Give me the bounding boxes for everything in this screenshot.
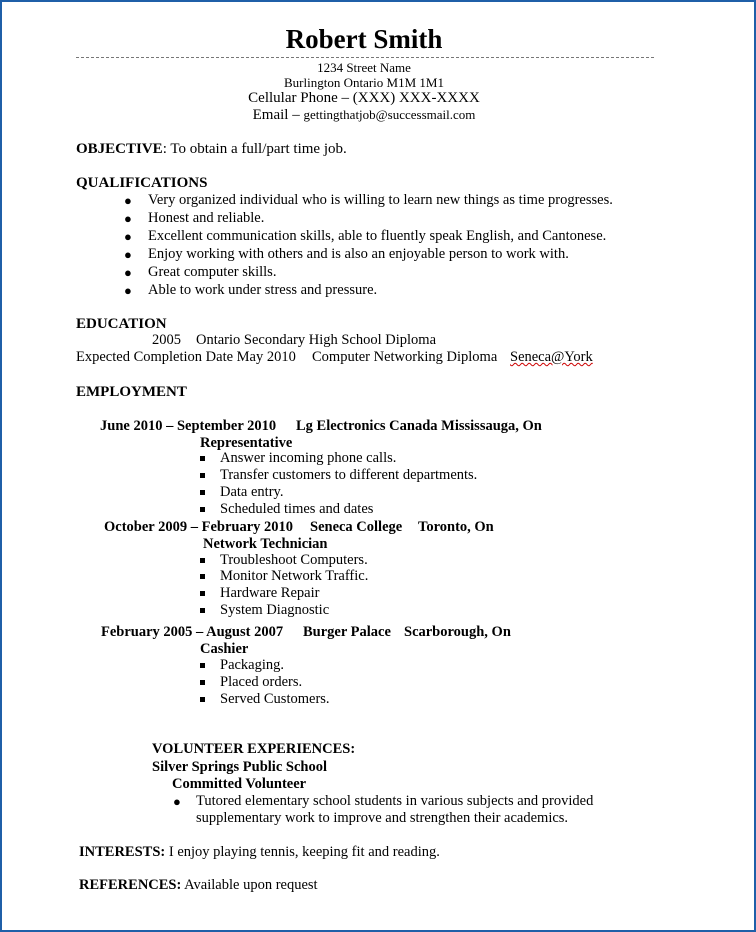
bullet-icon: ●: [124, 283, 132, 298]
list-item: Monitor Network Traffic.: [220, 568, 369, 584]
job-location: Scarborough, On: [404, 624, 511, 640]
square-bullet-icon: [200, 608, 205, 613]
list-item: Packaging.: [220, 657, 285, 673]
volunteer-role: Committed Volunteer: [172, 776, 307, 792]
square-bullet-icon: [200, 591, 205, 596]
qualifications-heading: QUALIFICATIONS: [76, 175, 208, 191]
list-item: Placed orders.: [220, 674, 303, 690]
education-heading: EDUCATION: [76, 316, 167, 332]
job-company: Lg Electronics Canada Mississauga, On: [296, 418, 542, 434]
resume-name: Robert Smith: [285, 24, 443, 54]
interests-text: I enjoy playing tennis, keeping fit and reading.: [165, 844, 440, 860]
list-item: Served Customers.: [220, 691, 330, 707]
education-school: Seneca@York: [510, 349, 593, 365]
education-diploma: Ontario Secondary High School Diploma: [196, 332, 437, 348]
square-bullet-icon: [200, 574, 205, 579]
job-title: Cashier: [200, 641, 249, 657]
list-item: Enjoy working with others and is also an enjoyable person to work with.: [148, 246, 569, 262]
volunteer-description-line: Tutored elementary school students in various subjects and provided: [196, 793, 594, 809]
list-item: Very organized individual who is willing to learn new things as time progresses.: [148, 192, 613, 208]
email-address: gettingthatjob@successmail.com: [303, 107, 476, 122]
square-bullet-icon: [200, 558, 205, 563]
interests-heading: INTERESTS:: [79, 844, 166, 860]
city-address: Burlington Ontario M1M 1M1: [284, 75, 444, 90]
employment-heading: EMPLOYMENT: [76, 384, 187, 400]
bullet-icon: ●: [173, 794, 181, 809]
header-divider: [76, 57, 654, 58]
volunteer-organization: Silver Springs Public School: [152, 759, 327, 775]
square-bullet-icon: [200, 490, 205, 495]
job-company: Burger Palace: [303, 624, 391, 640]
list-item: Hardware Repair: [220, 585, 320, 601]
list-item: Answer incoming phone calls.: [220, 450, 397, 466]
list-item: Data entry.: [220, 484, 284, 500]
square-bullet-icon: [200, 507, 205, 512]
list-item: Troubleshoot Computers.: [220, 552, 368, 568]
job-company: Seneca College: [310, 519, 403, 535]
square-bullet-icon: [200, 663, 205, 668]
phone-line: Cellular Phone – (XXX) XXX-XXXX: [248, 90, 480, 106]
job-title: Network Technician: [203, 536, 328, 552]
bullet-icon: ●: [124, 193, 132, 208]
list-item: System Diagnostic: [220, 602, 330, 618]
job-dates: October 2009 – February 2010: [104, 519, 294, 535]
references-section: [79, 877, 318, 894]
square-bullet-icon: [200, 473, 205, 478]
references-text: Available upon request: [181, 877, 318, 893]
list-item: Able to work under stress and pressure.: [148, 282, 378, 298]
education-program: Computer Networking Diploma: [312, 349, 498, 365]
email-line: [0, 107, 728, 124]
street-address: 1234 Street Name: [317, 60, 411, 75]
volunteer-heading: VOLUNTEER EXPERIENCES:: [152, 741, 356, 757]
education-expected-date: Expected Completion Date May 2010: [76, 349, 296, 365]
list-item: Transfer customers to different departments.: [220, 467, 478, 483]
interests-section: [79, 844, 440, 861]
volunteer-description-line: supplementary work to improve and strengthen their academics.: [196, 810, 569, 826]
bullet-icon: ●: [124, 229, 132, 244]
bullet-icon: ●: [124, 247, 132, 262]
job-dates: February 2005 – August 2007: [101, 624, 284, 640]
job-title: Representative: [200, 435, 293, 451]
bullet-icon: ●: [124, 211, 132, 226]
square-bullet-icon: [200, 456, 205, 461]
education-year: 2005: [152, 332, 181, 348]
square-bullet-icon: [200, 680, 205, 685]
job-dates: June 2010 – September 2010: [100, 418, 277, 434]
objective-text: : To obtain a full/part time job.: [162, 141, 347, 157]
bullet-icon: ●: [124, 265, 132, 280]
references-heading: REFERENCES:: [79, 877, 182, 893]
job-location: Toronto, On: [418, 519, 494, 535]
email-label: Email –: [252, 107, 304, 123]
list-item: Honest and reliable.: [148, 210, 265, 226]
objective-section: [76, 141, 347, 158]
objective-heading: OBJECTIVE: [76, 141, 163, 157]
list-item: Scheduled times and dates: [220, 501, 374, 517]
square-bullet-icon: [200, 697, 205, 702]
list-item: Great computer skills.: [148, 264, 277, 280]
list-item: Excellent communication skills, able to fluently speak English, and Cantonese.: [148, 228, 607, 244]
